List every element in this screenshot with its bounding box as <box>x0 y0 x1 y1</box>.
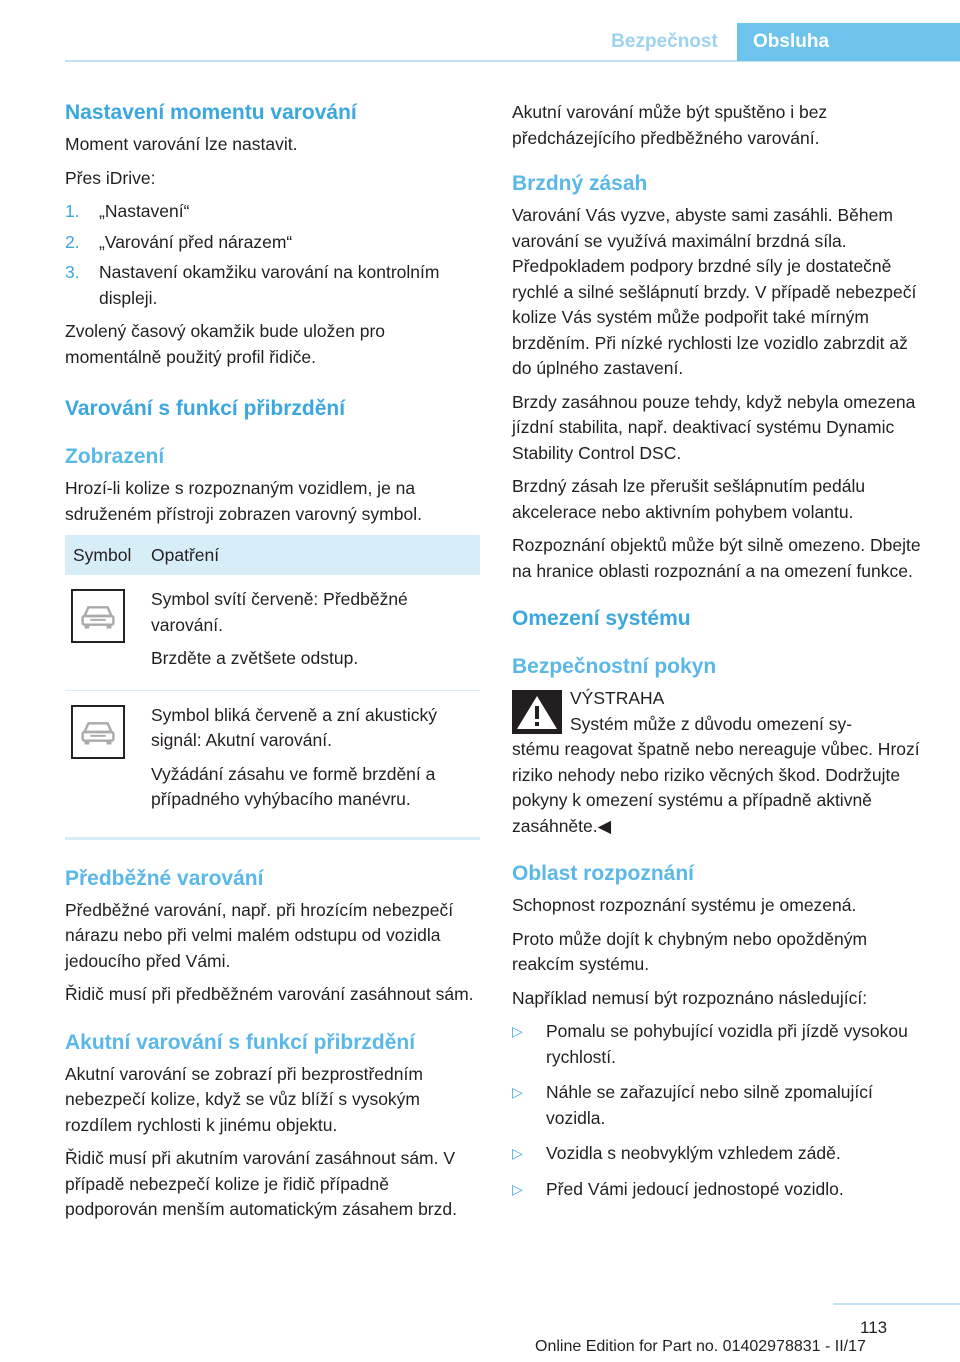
step-number: 3. <box>65 262 80 282</box>
action-cell <box>143 690 480 838</box>
list-item <box>512 1141 927 1167</box>
triangle-bullet-icon: ▷ <box>512 1180 523 1197</box>
table-header-opatreni: Opatření <box>143 535 480 575</box>
paragraph: Hrozí-li kolize s rozpoznaným vozidlem, je na sdruženém přístroji zobrazen varovný symbol. <box>65 478 422 524</box>
paragraph: Moment varování lze nastavit. <box>65 134 298 154</box>
step-text: Nastavení okamžiku varování na kontrolním displeji. <box>99 262 440 308</box>
paragraph: Brzdy zasáhnou pouze tehdy, když nebyla omezena jízdní stabilita, např. deaktivací systému Dynamic Stability Control DSC. <box>512 391 916 463</box>
table-row <box>65 575 480 690</box>
list-item <box>65 260 480 311</box>
paragraph: Předběžné varování, např. při hrozícím nebezpečí nárazu nebo při velmi malém odstupu od vozidla jedoucího před Vámi. <box>65 899 454 971</box>
page-number: 113 <box>860 1318 888 1337</box>
warning-line: Systém může z důvodu omezení sy- <box>570 713 853 734</box>
edition-text: Online Edition for Part no. 01402978831 - II/17 <box>535 1338 866 1355</box>
step-number: 1. <box>65 201 80 221</box>
paragraph: Řidič musí při akutním varování zasáhnout sám. V případě nebezpečí kolize je řidič případně podporován menším automatickým zásahem brzd. <box>65 1148 457 1219</box>
heading-nastaveni: Nastavení momentu varování <box>65 101 357 124</box>
symbol-table <box>65 535 480 840</box>
heading-akutni: Akutní varování s funkcí přibrzdění <box>65 1030 416 1054</box>
list-item <box>512 1080 927 1131</box>
table-header-symbol: Symbol <box>65 535 143 575</box>
paragraph: Varování Vás vyzve, abyste sami zasáhli. Během varování se využívá maximální brzdná síla. Předpokladem podpory brzdné síly je dostatečně rychlé a silné sešlápnutí brzdy. V případě nebezpečí kolize Vás systém může podpořit také mírným brzděním. Při nízké rychlosti lze vozidlo zabrzdit až do úplného zastavení. <box>512 205 917 378</box>
step-list <box>65 199 480 311</box>
left-column <box>65 100 480 1231</box>
table-header-row <box>65 535 480 575</box>
triangle-bullet-icon: ▷ <box>512 1023 523 1039</box>
warning-body: stému reagovat špatně nebo nereaguje vůbec. Hrozí riziko nehody nebo riziko věcných škod. Dodržujte pokyny k omezení systému a případně aktivně zasáhněte.◀ <box>512 739 920 836</box>
step-number: 2. <box>65 231 80 252</box>
step-text: „Nastavení“ <box>99 201 190 221</box>
paragraph: Zvolený časový okamžik bude uložen pro momentálně použitý profil řidiče. <box>65 321 386 367</box>
heading-zobrazeni: Zobrazení <box>65 445 165 468</box>
paragraph: Například nemusí být rozpoznáno následující: <box>512 987 868 1008</box>
paragraph: Schopnost rozpoznání systému je omezená. <box>512 895 857 915</box>
list-item <box>65 199 480 225</box>
list-item <box>512 1177 927 1203</box>
list-item <box>65 230 480 256</box>
warning-block <box>512 686 927 737</box>
warning-triangle-icon <box>512 690 562 734</box>
bullet-text: Náhle se zařazující nebo silně zpomalující vozidla. <box>546 1082 873 1128</box>
paragraph: Akutní varování může být spuštěno i bez předcházejícího předběžného varování. <box>512 102 828 148</box>
bullet-text: Pomalu se pohybující vozidla při jízdě vysokou rychlostí. <box>546 1021 908 1067</box>
triangle-bullet-icon: ▷ <box>512 1084 523 1100</box>
paragraph: Rozpoznání objektů může být silně omezeno. Dbejte na hranice oblasti rozpoznání a na omezení funkce. <box>512 535 921 581</box>
action-text: Brzděte a zvětšete odstup. <box>151 648 359 668</box>
bullet-list <box>512 1019 927 1202</box>
heading-brzdny: Brzdný zásah <box>512 172 648 195</box>
right-column <box>512 100 927 1212</box>
heading-predbezne: Předběžné varování <box>65 866 264 890</box>
table-row <box>65 690 480 838</box>
triangle-bullet-icon: ▷ <box>512 1145 523 1161</box>
paragraph: Přes iDrive: <box>65 167 156 188</box>
heading-oblast: Oblast rozpoznání <box>512 862 695 885</box>
heading-varovani: Varování s funkcí přibrzdění <box>65 397 346 420</box>
warning-text <box>570 686 852 737</box>
action-text: Symbol bliká červeně a zní akustický signál: Akutní varování. <box>151 704 437 750</box>
paragraph: Řidič musí při předběžném varování zasáhnout sám. <box>65 984 474 1004</box>
paragraph: Brzdný zásah lze přerušit sešlápnutím pedálu akcelerace nebo aktivním pohybem volantu. <box>512 476 866 522</box>
bullet-text: Před Vámi jedoucí jednostopé vozidlo. <box>546 1178 844 1199</box>
action-cell <box>143 575 480 690</box>
paragraph: Akutní varování se zobrazí při bezprostředním nebezpečí kolize, když se vůz blíží s vysokým rozdílem rychlosti k jinému objektu. <box>65 1063 423 1135</box>
tab-bezpecnost[interactable]: Bezpečnost <box>611 31 718 52</box>
tab-obsluha[interactable]: Obsluha <box>737 23 960 61</box>
action-text: Symbol svítí červeně: Předběžné varování. <box>151 589 408 635</box>
heading-omezeni: Omezení systému <box>512 607 691 630</box>
heading-bezpecnostni: Bezpečnostní pokyn <box>512 655 717 678</box>
car-warning-icon <box>71 589 125 643</box>
icon-cell <box>65 690 143 838</box>
car-warning-icon <box>71 705 125 759</box>
step-text: „Varování před nárazem“ <box>99 231 293 252</box>
paragraph: Proto může dojít k chybným nebo opožděným reakcím systému. <box>512 928 868 974</box>
footer-rule <box>833 1303 960 1305</box>
action-text: Vyžádání zásahu ve formě brzdění a případného vyhýbacího manévru. <box>151 763 436 809</box>
warning-title: VÝSTRAHA <box>570 688 665 708</box>
bullet-text: Vozidla s neobvyklým vzhledem zádě. <box>546 1143 841 1163</box>
icon-cell <box>65 575 143 690</box>
list-item <box>512 1019 927 1070</box>
